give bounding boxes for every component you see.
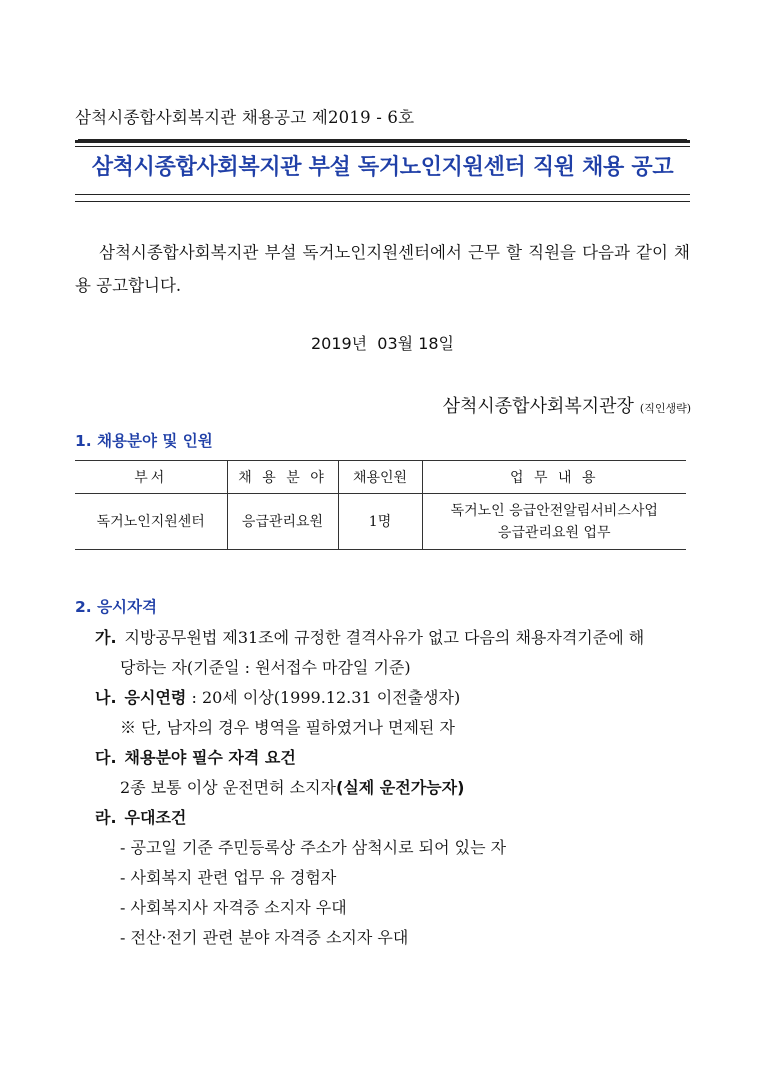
section-heading-eligibility: 2. 응시자격 [75, 598, 157, 616]
eligibility-item-na [95, 685, 460, 708]
intro-paragraph: 삼척시종합사회복지관 부설 독거노인지원센터에서 근무 할 직원을 다음과 같이 채용 공고합니다. [75, 243, 690, 295]
cell-field: 응급관리요원 [227, 494, 338, 550]
item-note-na: ※ 단, 남자의 경우 병역을 필하였거나 면제된 자 [120, 718, 455, 737]
eligibility-item-da [95, 745, 296, 768]
cell-duty [422, 494, 686, 550]
signer-name: 삼척시종합사회복지관장 [442, 396, 634, 417]
title-rule-top [75, 146, 690, 147]
announcement-number: 삼척시종합사회복지관 채용공고 제2019 - 6호 [75, 108, 415, 127]
header-count: 채용인원 [338, 461, 422, 494]
item-text-na: : 20세 이상(1999.12.31 이전출생자) [186, 688, 461, 707]
header-dept: 부서 [75, 461, 227, 494]
eligibility-item-ga [95, 625, 644, 648]
preference-item: - 사회복지사 자격증 소지자 우대 [120, 898, 347, 917]
recruitment-table [75, 460, 686, 550]
announcement-date: 2019년 03월 18일 [310, 334, 455, 353]
header-duty: 업 무 내 용 [422, 461, 686, 494]
table-row [75, 494, 686, 550]
item-text-ga: 지방공무원법 제31조에 규정한 결격사유가 없고 다음의 채용자격기준에 해 [124, 628, 645, 647]
item-label-ga: 가. [95, 628, 117, 647]
preference-item: - 사회복지 관련 업무 유 경험자 [120, 868, 337, 887]
preference-item: - 전산·전기 관련 분야 자격증 소지자 우대 [120, 928, 409, 947]
table-header-row [75, 461, 686, 494]
license-requirement: 2종 보통 이상 운전면허 소지자 [120, 778, 336, 797]
page-title: 삼척시종합사회복지관 부설 독거노인지원센터 직원 채용 공고 [91, 155, 674, 180]
item-label-ra: 라. [95, 808, 117, 827]
cell-count: 1명 [338, 494, 422, 550]
section-heading-recruitment: 1. 채용분야 및 인원 [75, 432, 213, 450]
license-requirement-bold: (실제 운전가능자) [336, 778, 465, 797]
item-title-da: 채용분야 필수 자격 요건 [124, 748, 296, 767]
header-field: 채 용 분 야 [227, 461, 338, 494]
item-text-da [120, 775, 464, 798]
signer-note: (직인생략) [639, 402, 691, 415]
cell-duty-line1: 독거노인 응급안전알림서비스사업 [450, 502, 658, 519]
cell-dept: 독거노인지원센터 [75, 494, 227, 550]
item-text-ga-continued: 당하는 자(기준일 : 원서접수 마감일 기준) [120, 658, 411, 677]
item-title-ra: 우대조건 [124, 808, 187, 827]
signer-block [443, 392, 691, 418]
item-title-na: 응시연령 [124, 688, 187, 707]
eligibility-item-ra [95, 805, 186, 828]
title-rule-bottom [75, 194, 690, 195]
preference-item: - 공고일 기준 주민등록상 주소가 삼척시로 되어 있는 자 [120, 838, 507, 857]
item-label-da: 다. [95, 748, 117, 767]
cell-duty-line2: 응급관리요원 업무 [497, 524, 611, 541]
item-label-na: 나. [95, 688, 117, 707]
